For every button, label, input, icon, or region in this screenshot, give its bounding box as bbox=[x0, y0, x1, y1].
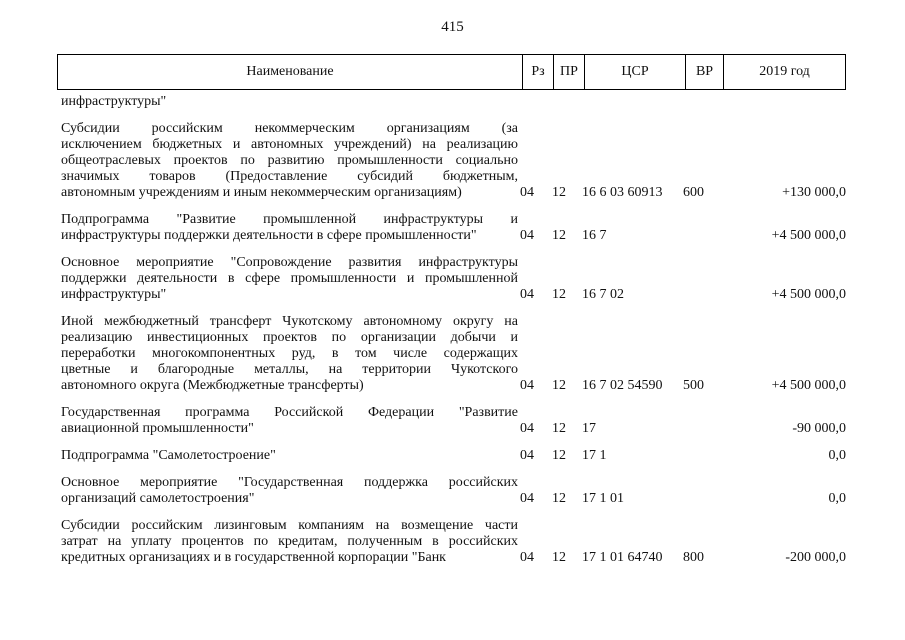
row-vr: 600 bbox=[683, 185, 704, 200]
row-csr: 16 7 02 54590 bbox=[582, 378, 663, 393]
row-name-line: исключением бюджетных и автономных учреждений) на реализацию bbox=[61, 137, 518, 152]
row-pr: 12 bbox=[552, 287, 566, 302]
table-row bbox=[0, 475, 905, 507]
row-csr: 17 bbox=[582, 421, 596, 436]
row-amount: -200 000,0 bbox=[785, 550, 846, 565]
table-row bbox=[0, 405, 905, 437]
header-csr: ЦСР bbox=[585, 55, 686, 90]
row-name-line: автономным учреждениям и иным некоммерческим организациям) bbox=[61, 185, 462, 200]
row-name bbox=[61, 94, 518, 110]
row-csr: 16 6 03 60913 bbox=[582, 185, 663, 200]
row-pr: 12 bbox=[552, 550, 566, 565]
row-name bbox=[61, 448, 518, 464]
row-name bbox=[61, 121, 518, 201]
row-name bbox=[61, 255, 518, 303]
row-csr: 17 1 01 64740 bbox=[582, 550, 663, 565]
row-vr: 800 bbox=[683, 550, 704, 565]
row-amount: +4 500 000,0 bbox=[771, 378, 846, 393]
row-name-line: переработки многокомпонентных руд, в том числе содержащих bbox=[61, 346, 518, 361]
row-name-line: общеотраслевых проектов по развитию промышленности социально bbox=[61, 153, 518, 168]
table-row bbox=[0, 212, 905, 244]
row-name-line: Субсидии российским некоммерческим организациям (за bbox=[61, 121, 518, 136]
row-rz: 04 bbox=[520, 185, 534, 200]
row-name-line: поддержки деятельности в сфере промышленности и промышленной bbox=[61, 271, 518, 286]
row-name-line: автономного округа (Межбюджетные трансферты) bbox=[61, 378, 364, 393]
table-row bbox=[0, 255, 905, 303]
row-name-line: затрат на уплату процентов по кредитам, полученным в российских bbox=[61, 534, 518, 549]
table-row bbox=[0, 121, 905, 201]
header-rz: Рз bbox=[523, 55, 554, 90]
page-number: 415 bbox=[441, 19, 464, 35]
row-csr: 17 1 01 bbox=[582, 491, 624, 506]
header-pr: ПР bbox=[554, 55, 585, 90]
row-name bbox=[61, 475, 518, 507]
header-vr: ВР bbox=[686, 55, 724, 90]
row-name-line: цветные и благородные металлы, на территории Чукотского bbox=[61, 362, 518, 377]
row-name-line: Основное мероприятие "Сопровождение развития инфраструктуры bbox=[61, 255, 518, 270]
row-name-line: организаций самолетостроения" bbox=[61, 491, 255, 506]
header-year: 2019 год bbox=[724, 55, 846, 90]
row-rz: 04 bbox=[520, 228, 534, 243]
row-rz: 04 bbox=[520, 421, 534, 436]
row-amount: 0,0 bbox=[828, 448, 846, 463]
row-pr: 12 bbox=[552, 378, 566, 393]
row-csr: 16 7 02 bbox=[582, 287, 624, 302]
row-name bbox=[61, 405, 518, 437]
row-rz: 04 bbox=[520, 448, 534, 463]
row-name-line: Подпрограмма "Развитие промышленной инфраструктуры и bbox=[61, 212, 518, 227]
row-rz: 04 bbox=[520, 287, 534, 302]
row-name-line: реализацию инвестиционных проектов по организации добычи и bbox=[61, 330, 518, 345]
row-name-line: Иной межбюджетный трансферт Чукотскому автономному округу на bbox=[61, 314, 518, 329]
row-name-line: значимых товаров (Предоставление субсидий бюджетным, bbox=[61, 169, 518, 184]
row-name-line: инфраструктуры поддержки деятельности в сфере промышленности" bbox=[61, 228, 477, 243]
row-name-line: Государственная программа Российской Федерации "Развитие bbox=[61, 405, 518, 420]
row-csr: 16 7 bbox=[582, 228, 607, 243]
row-pr: 12 bbox=[552, 185, 566, 200]
table-row bbox=[0, 518, 905, 566]
row-vr: 500 bbox=[683, 378, 704, 393]
header-name: Наименование bbox=[58, 55, 523, 90]
row-pr: 12 bbox=[552, 421, 566, 436]
row-name-line: инфраструктуры" bbox=[61, 287, 167, 302]
row-name-line: Подпрограмма "Самолетостроение" bbox=[61, 448, 276, 463]
row-pr: 12 bbox=[552, 448, 566, 463]
row-name-line: инфраструктуры" bbox=[61, 94, 167, 109]
table-row bbox=[0, 94, 905, 110]
row-amount: +130 000,0 bbox=[782, 185, 846, 200]
row-pr: 12 bbox=[552, 228, 566, 243]
row-csr: 17 1 bbox=[582, 448, 607, 463]
row-amount: 0,0 bbox=[828, 491, 846, 506]
row-rz: 04 bbox=[520, 491, 534, 506]
row-rz: 04 bbox=[520, 378, 534, 393]
row-name-line: кредитных организациях и в государственной корпорации "Банк bbox=[61, 550, 446, 565]
row-name-line: авиационной промышленности" bbox=[61, 421, 254, 436]
row-name bbox=[61, 212, 518, 244]
row-amount: -90 000,0 bbox=[792, 421, 846, 436]
table-row bbox=[0, 448, 905, 464]
table-row bbox=[0, 314, 905, 394]
row-amount: +4 500 000,0 bbox=[771, 287, 846, 302]
row-amount: +4 500 000,0 bbox=[771, 228, 846, 243]
row-pr: 12 bbox=[552, 491, 566, 506]
row-name-line: Субсидии российским лизинговым компаниям на возмещение части bbox=[61, 518, 518, 533]
row-name bbox=[61, 314, 518, 394]
row-name-line: Основное мероприятие "Государственная поддержка российских bbox=[61, 475, 518, 490]
row-rz: 04 bbox=[520, 550, 534, 565]
row-name bbox=[61, 518, 518, 566]
